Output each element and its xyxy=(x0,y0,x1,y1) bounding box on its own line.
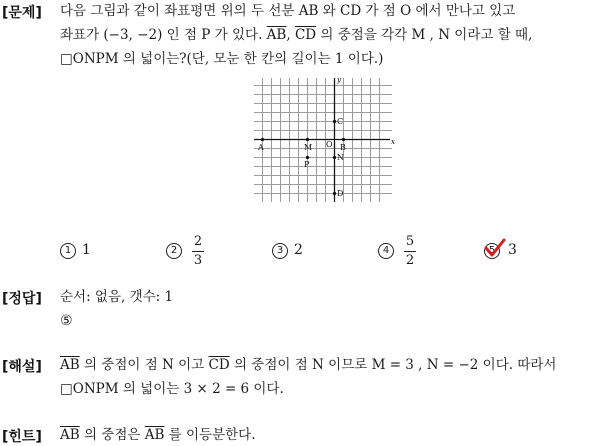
choice-value: 3 xyxy=(508,242,517,258)
label-c: C xyxy=(337,117,344,126)
comma: , xyxy=(286,27,295,43)
coordinate-figure xyxy=(254,76,396,202)
segment-cd: $\overline{CD}$ xyxy=(208,357,230,373)
choice-3[interactable] xyxy=(272,234,352,270)
x-axis-label: x xyxy=(391,138,395,146)
problem-line-3: □ONPM 의 넓이는?(단, 모눈 한 칸의 길이는 1 이다.) xyxy=(60,51,384,67)
answer-line-1: 순서: 없음, 갯수: 1 xyxy=(60,289,174,305)
choice-2[interactable] xyxy=(166,234,246,270)
choice-value: 2 xyxy=(294,242,303,258)
answer-line-2: ⑤ xyxy=(60,313,73,329)
point-b xyxy=(342,138,345,141)
problem-text: 좌표가 (−3, −2) 인 점 P 가 있다. xyxy=(60,27,267,43)
explanation-line-1 xyxy=(60,356,556,374)
point-a xyxy=(261,138,264,141)
fraction xyxy=(404,234,416,269)
label-m: M xyxy=(304,143,313,152)
problem-line-1: 다음 그림과 같이 좌표평면 위의 두 선분 AB 와 CD 가 점 O 에서 만나고 있고 xyxy=(60,3,516,19)
denominator: 3 xyxy=(193,253,203,268)
point-d xyxy=(333,192,336,195)
fraction-bar xyxy=(404,251,416,252)
fraction xyxy=(192,234,204,269)
explanation-text: 의 중점이 점 N 이므로 M = 3 , N = −2 이다. 따라서 xyxy=(229,357,557,373)
coordinate-plane xyxy=(254,76,396,202)
label-a: A xyxy=(258,143,264,152)
segment-ab: $\overline{AB}$ xyxy=(266,27,287,43)
segment-ab: $\overline{AB}$ xyxy=(144,427,165,443)
check-mark-icon xyxy=(484,238,506,258)
problem-text: 의 중점을 각각 M , N 이라고 할 때, xyxy=(316,27,533,43)
label-b: B xyxy=(340,143,346,152)
point-c xyxy=(333,120,336,123)
point-m xyxy=(306,138,309,141)
problem-line-2 xyxy=(60,26,532,44)
choice-1[interactable] xyxy=(60,234,140,270)
answer-label: [정답] xyxy=(2,291,42,307)
choice-number: 1 xyxy=(60,243,76,259)
segment-ab: $\overline{AB}$ xyxy=(60,427,80,443)
choice-number: 4 xyxy=(378,243,394,259)
problem-label: [문제] xyxy=(2,5,42,21)
point-p xyxy=(306,156,309,159)
label-n: N xyxy=(337,153,344,162)
label-o: O xyxy=(326,140,333,149)
point-n xyxy=(333,156,336,159)
hint-text: 를 이등분한다. xyxy=(164,427,256,443)
choice-value: 1 xyxy=(82,242,91,258)
explanation-label: [해설] xyxy=(2,359,42,375)
fraction-bar xyxy=(192,251,204,252)
choice-4[interactable] xyxy=(378,234,458,270)
numerator: 2 xyxy=(193,234,203,249)
numerator: 5 xyxy=(405,234,415,249)
label-p: P xyxy=(304,160,310,169)
hint-line xyxy=(60,426,256,444)
hint-label: [힌트] xyxy=(2,429,42,445)
choice-number: 3 xyxy=(272,243,288,259)
choice-number: 5 xyxy=(484,243,500,259)
label-d: D xyxy=(337,189,344,198)
choice-number: 2 xyxy=(166,243,182,259)
y-axis-label: y xyxy=(337,76,341,84)
segment-ab: $\overline{AB}$ xyxy=(60,357,80,373)
hint-text: 의 중점은 xyxy=(79,427,145,443)
explanation-line-2: □ONPM 의 넓이는 3 × 2 = 6 이다. xyxy=(60,381,284,397)
segment-cd: $\overline{CD}$ xyxy=(294,27,317,43)
explanation-text: 의 중점이 점 N 이고 xyxy=(79,357,209,373)
denominator: 2 xyxy=(405,253,415,268)
